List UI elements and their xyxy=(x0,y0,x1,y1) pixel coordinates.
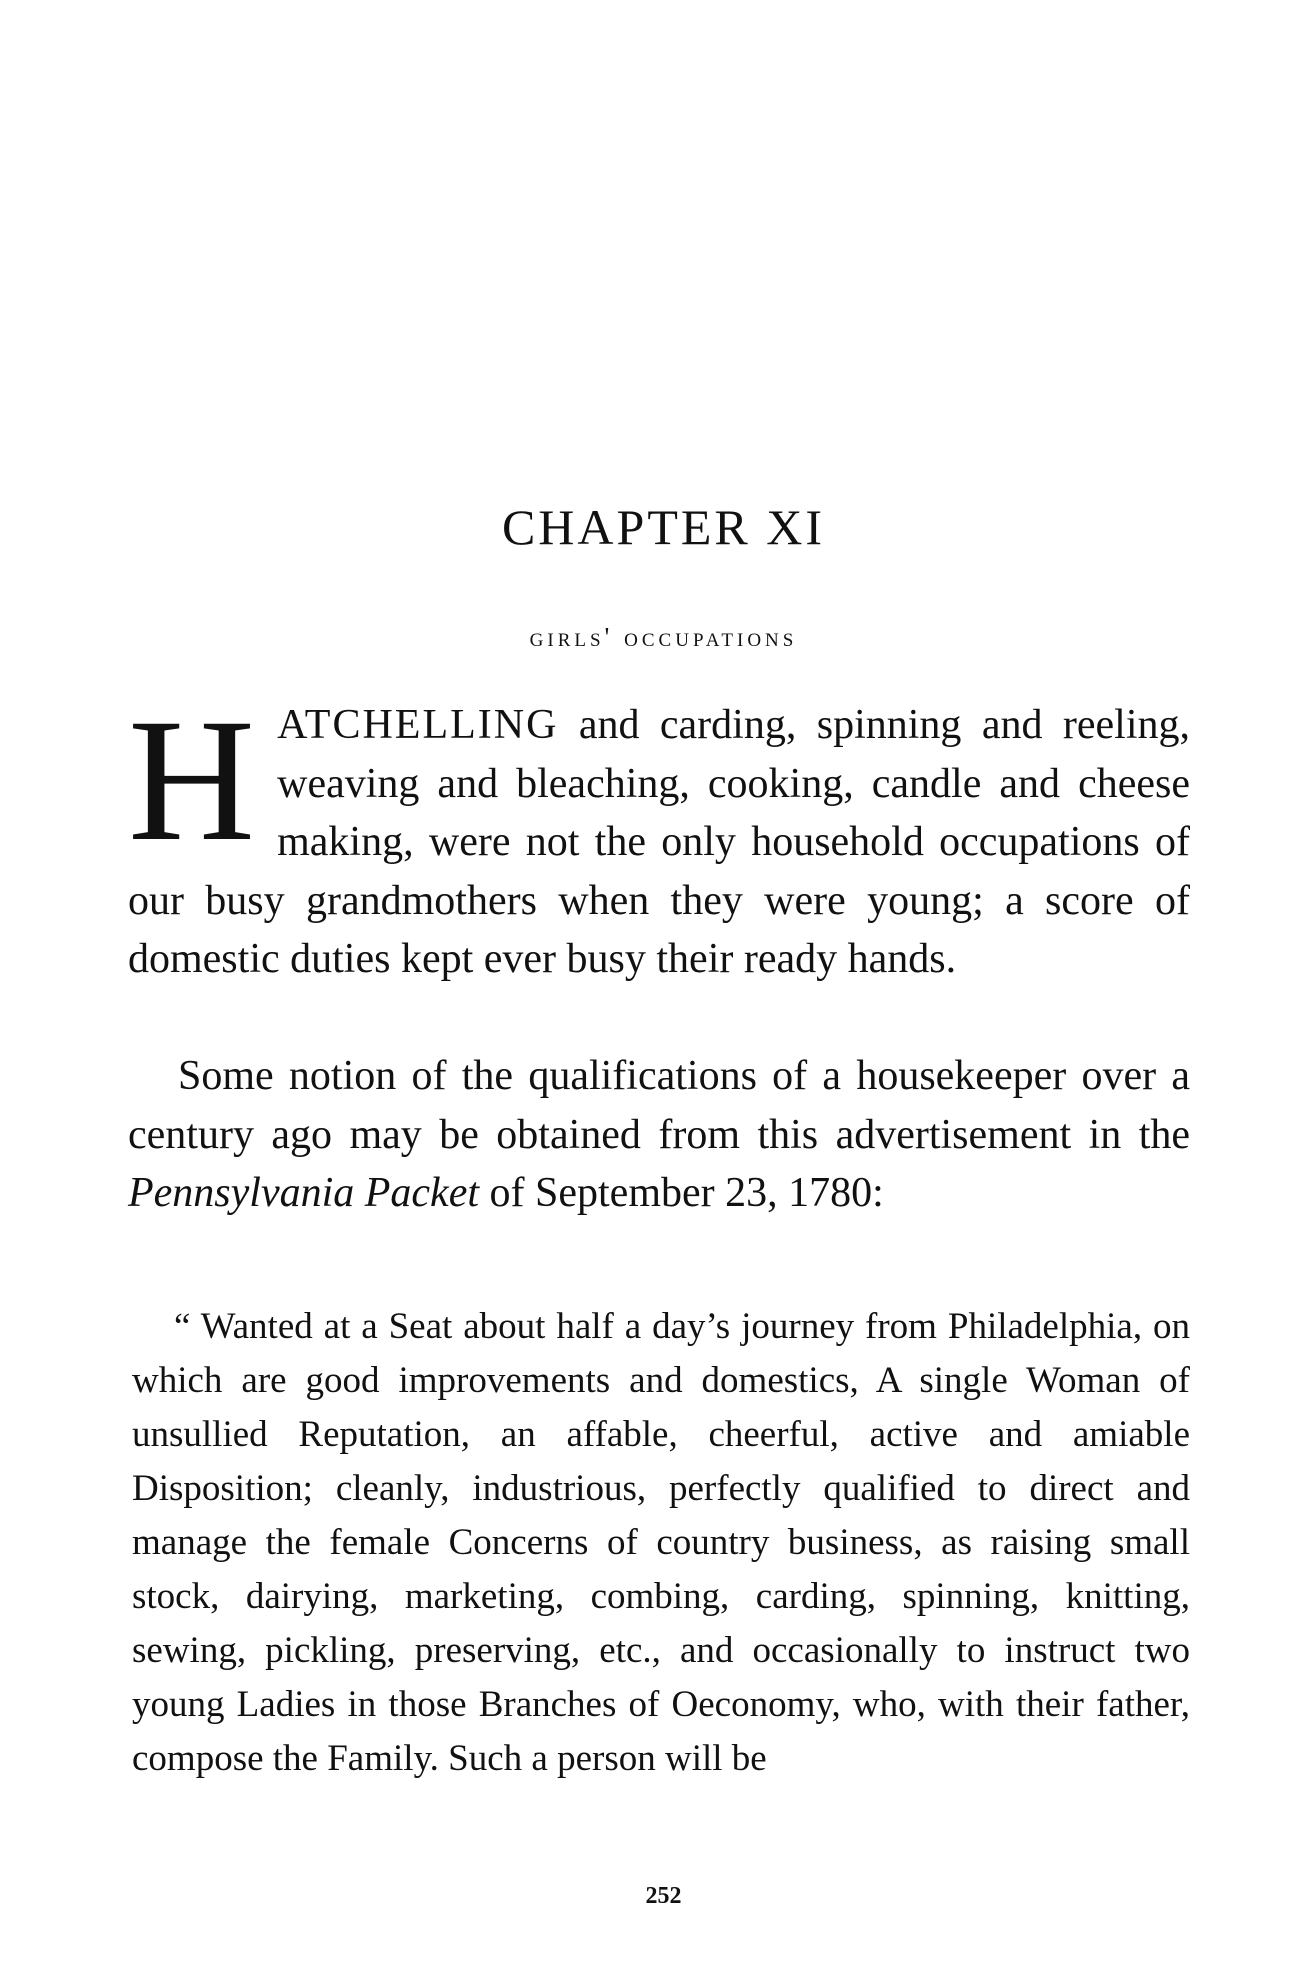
chapter-subtitle: girls' occupations xyxy=(529,622,798,652)
advertisement-quote: “ Wanted at a Seat about half a day’s journey from Philadelphia, on which are good improvements and domestics, A single Woman of unsullied Reputation, an affable, cheerful, active and amiable Disposition; cleanly, industrious, perfectly qualified to direct and manage the female Concerns of country business, as raising small stock, dairying, marketing, combing, carding, spinning, knitting, sewing, pickling, preserving, etc., and occasionally to instruct two young Ladies in those Branches of Oeconomy, who, with their father, compose the Family. Such a person will be xyxy=(132,1306,1190,1779)
second-paragraph xyxy=(128,1047,1190,1223)
chapter-title: CHAPTER XI xyxy=(501,499,826,555)
opening-word: ATCHELLING xyxy=(277,702,559,748)
opening-paragraph xyxy=(128,683,1190,989)
second-paragraph-text-before: Some notion of the qualifications of a housekeeper over a century ago may be obtained from this advertisement in the xyxy=(128,1053,1190,1158)
page-number: 252 xyxy=(645,1883,682,1909)
newspaper-title: Pennsylvania Packet xyxy=(128,1170,480,1216)
opening-paragraph-text: and carding, spinning and reeling, weaving and bleaching, cooking, candle and cheese making, were not the only household occupations of our busy grandmothers when they were young; a score of domestic duties kept ever busy their ready hands. xyxy=(128,702,1190,982)
second-paragraph-text-after: of September 23, 1780: xyxy=(479,1170,884,1216)
drop-cap-letter: H xyxy=(128,683,256,878)
